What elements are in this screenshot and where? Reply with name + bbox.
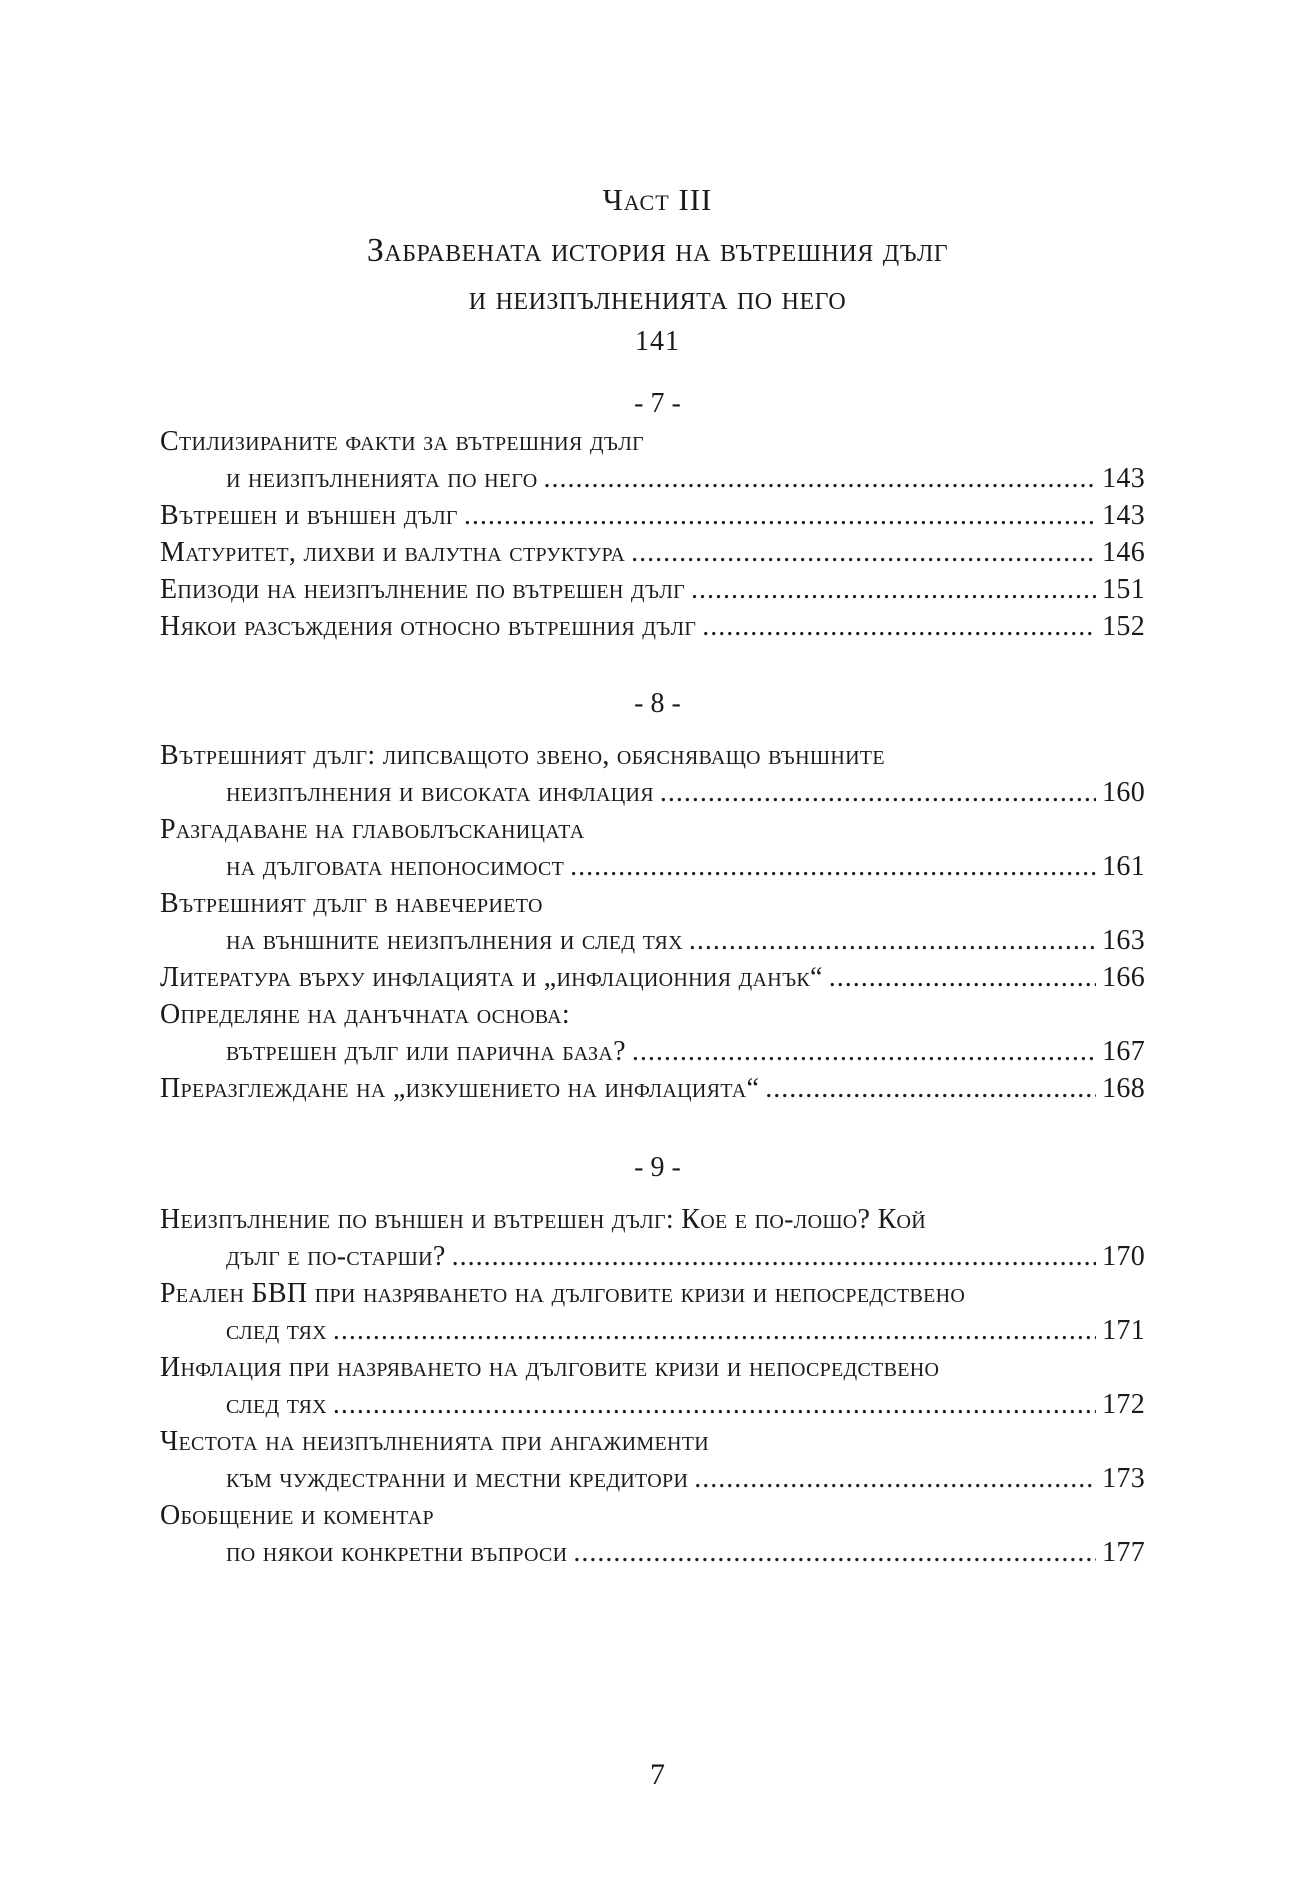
leader-dots [632,1034,1096,1070]
part-page-number: 141 [635,326,680,357]
leader-dots [691,572,1096,608]
toc-page-number: 143 [1102,463,1145,494]
leader-dots [573,1535,1096,1571]
toc-entry-title: Стилизираните факти за вътрешния дълг [160,426,644,457]
toc-entry[interactable] [160,1276,1145,1350]
toc-entry[interactable] [160,498,1145,535]
toc-entry-title: Някои разсъждения относно вътрешния дълг [160,611,697,642]
toc-page-number: 177 [1102,1537,1145,1568]
part-title-line-2: и неизпълненията по него [468,280,847,317]
toc-page-number: 143 [1102,500,1145,531]
part-title-line-1: Забравената история на вътрешния дълг [366,232,949,269]
toc-page-number: 152 [1102,611,1145,642]
leader-dots [694,1461,1096,1497]
toc-page-number: 160 [1102,777,1145,808]
leader-dots [660,775,1096,811]
toc-entry-title-cont: на дълговата непоносимост [226,851,565,882]
leader-dots [702,609,1096,645]
toc-entry-title: Разгадаване на главоблъсканицата [160,814,585,845]
toc-entry-title-cont: неизпълнения и високата инфлация [226,777,654,808]
leader-dots [333,1387,1096,1423]
toc-entry[interactable] [160,886,1145,960]
leader-dots [452,1239,1097,1275]
toc-entry-title-cont: към чуждестранни и местни кредитори [226,1463,689,1494]
toc-entry-title: Реален БВП при назряването на дълговите кризи и непосредствено [160,1278,966,1309]
toc-entry-title: Вътрешният дълг: липсващото звено, обясняващо външните [160,740,885,771]
page-folio-number: 7 [650,1758,665,1791]
toc-entry-title: Вътрешният дълг в навечерието [160,888,543,919]
toc-page-number: 166 [1102,962,1145,993]
part-label: Част III [602,182,713,217]
toc-entry[interactable] [160,812,1145,886]
toc-entry-title-cont: и неизпълненията по него [226,463,538,494]
toc-entry-title: Честота на неизпълненията при ангажименти [160,1426,709,1457]
toc-entry[interactable] [160,960,1145,997]
toc-page-number: 170 [1102,1241,1145,1272]
toc-entry[interactable] [160,572,1145,609]
leader-dots [689,923,1096,959]
toc-entry-title: Литература върху инфлацията и „инфлационния данък“ [160,962,823,993]
leader-dots [544,461,1097,497]
toc-entry[interactable] [160,1202,1145,1276]
toc-entry-title-cont: по някои конкретни въпроси [226,1537,568,1568]
leader-dots [765,1071,1096,1107]
leader-dots [464,498,1096,534]
toc-entry[interactable] [160,1424,1145,1498]
toc-page-number: 173 [1102,1463,1145,1494]
toc-page-number: 171 [1102,1315,1145,1346]
toc-entry[interactable] [160,424,1145,498]
toc-page-number: 146 [1102,537,1145,568]
toc-entry[interactable] [160,1498,1145,1572]
chapter-number: - 8 - [634,688,681,719]
toc-entry[interactable] [160,1350,1145,1424]
toc-entry[interactable] [160,1071,1145,1108]
toc-entry-title: Епизоди на неизпълнение по вътрешен дълг [160,574,686,605]
chapter-number: - 7 - [634,388,681,419]
toc-page-number: 167 [1102,1036,1145,1067]
toc-page-number: 161 [1102,851,1145,882]
toc-entry-title-cont: на външните неизпълнения и след тях [226,925,683,956]
toc-entry[interactable] [160,535,1145,572]
toc-entry[interactable] [160,609,1145,646]
toc-page-number: 172 [1102,1389,1145,1420]
toc-entry-title: Вътрешен и външен дълг [160,500,458,531]
toc-entry-title: Матуритет, лихви и валутна структура [160,537,626,568]
toc-page-number: 168 [1102,1073,1145,1104]
leader-dots [631,535,1096,571]
toc-entry-title-cont: дълг е по-старши? [226,1241,446,1272]
toc-entry-title: Неизпълнение по външен и вътрешен дълг: Кое е по-лошо? Кой [160,1204,927,1235]
leader-dots [829,960,1096,996]
toc-entry-title: Обобщение и коментар [160,1500,434,1531]
toc-page-number: 151 [1102,574,1145,605]
toc-entry[interactable] [160,738,1145,812]
toc-entry[interactable] [160,997,1145,1071]
leader-dots [570,849,1096,885]
toc-entry-title-cont: вътрешен дълг или парична база? [226,1036,626,1067]
chapter-number: - 9 - [634,1152,681,1183]
toc-page-number: 163 [1102,925,1145,956]
toc-entry-title-cont: след тях [226,1389,327,1420]
toc-entry-title: Преразглеждане на „изкушението на инфлацията“ [160,1073,760,1104]
toc-entry-title-cont: след тях [226,1315,327,1346]
toc-entry-title: Инфлация при назряването на дълговите кризи и непосредствено [160,1352,940,1383]
leader-dots [333,1313,1096,1349]
toc-entry-title: Определяне на данъчната основа: [160,999,571,1030]
